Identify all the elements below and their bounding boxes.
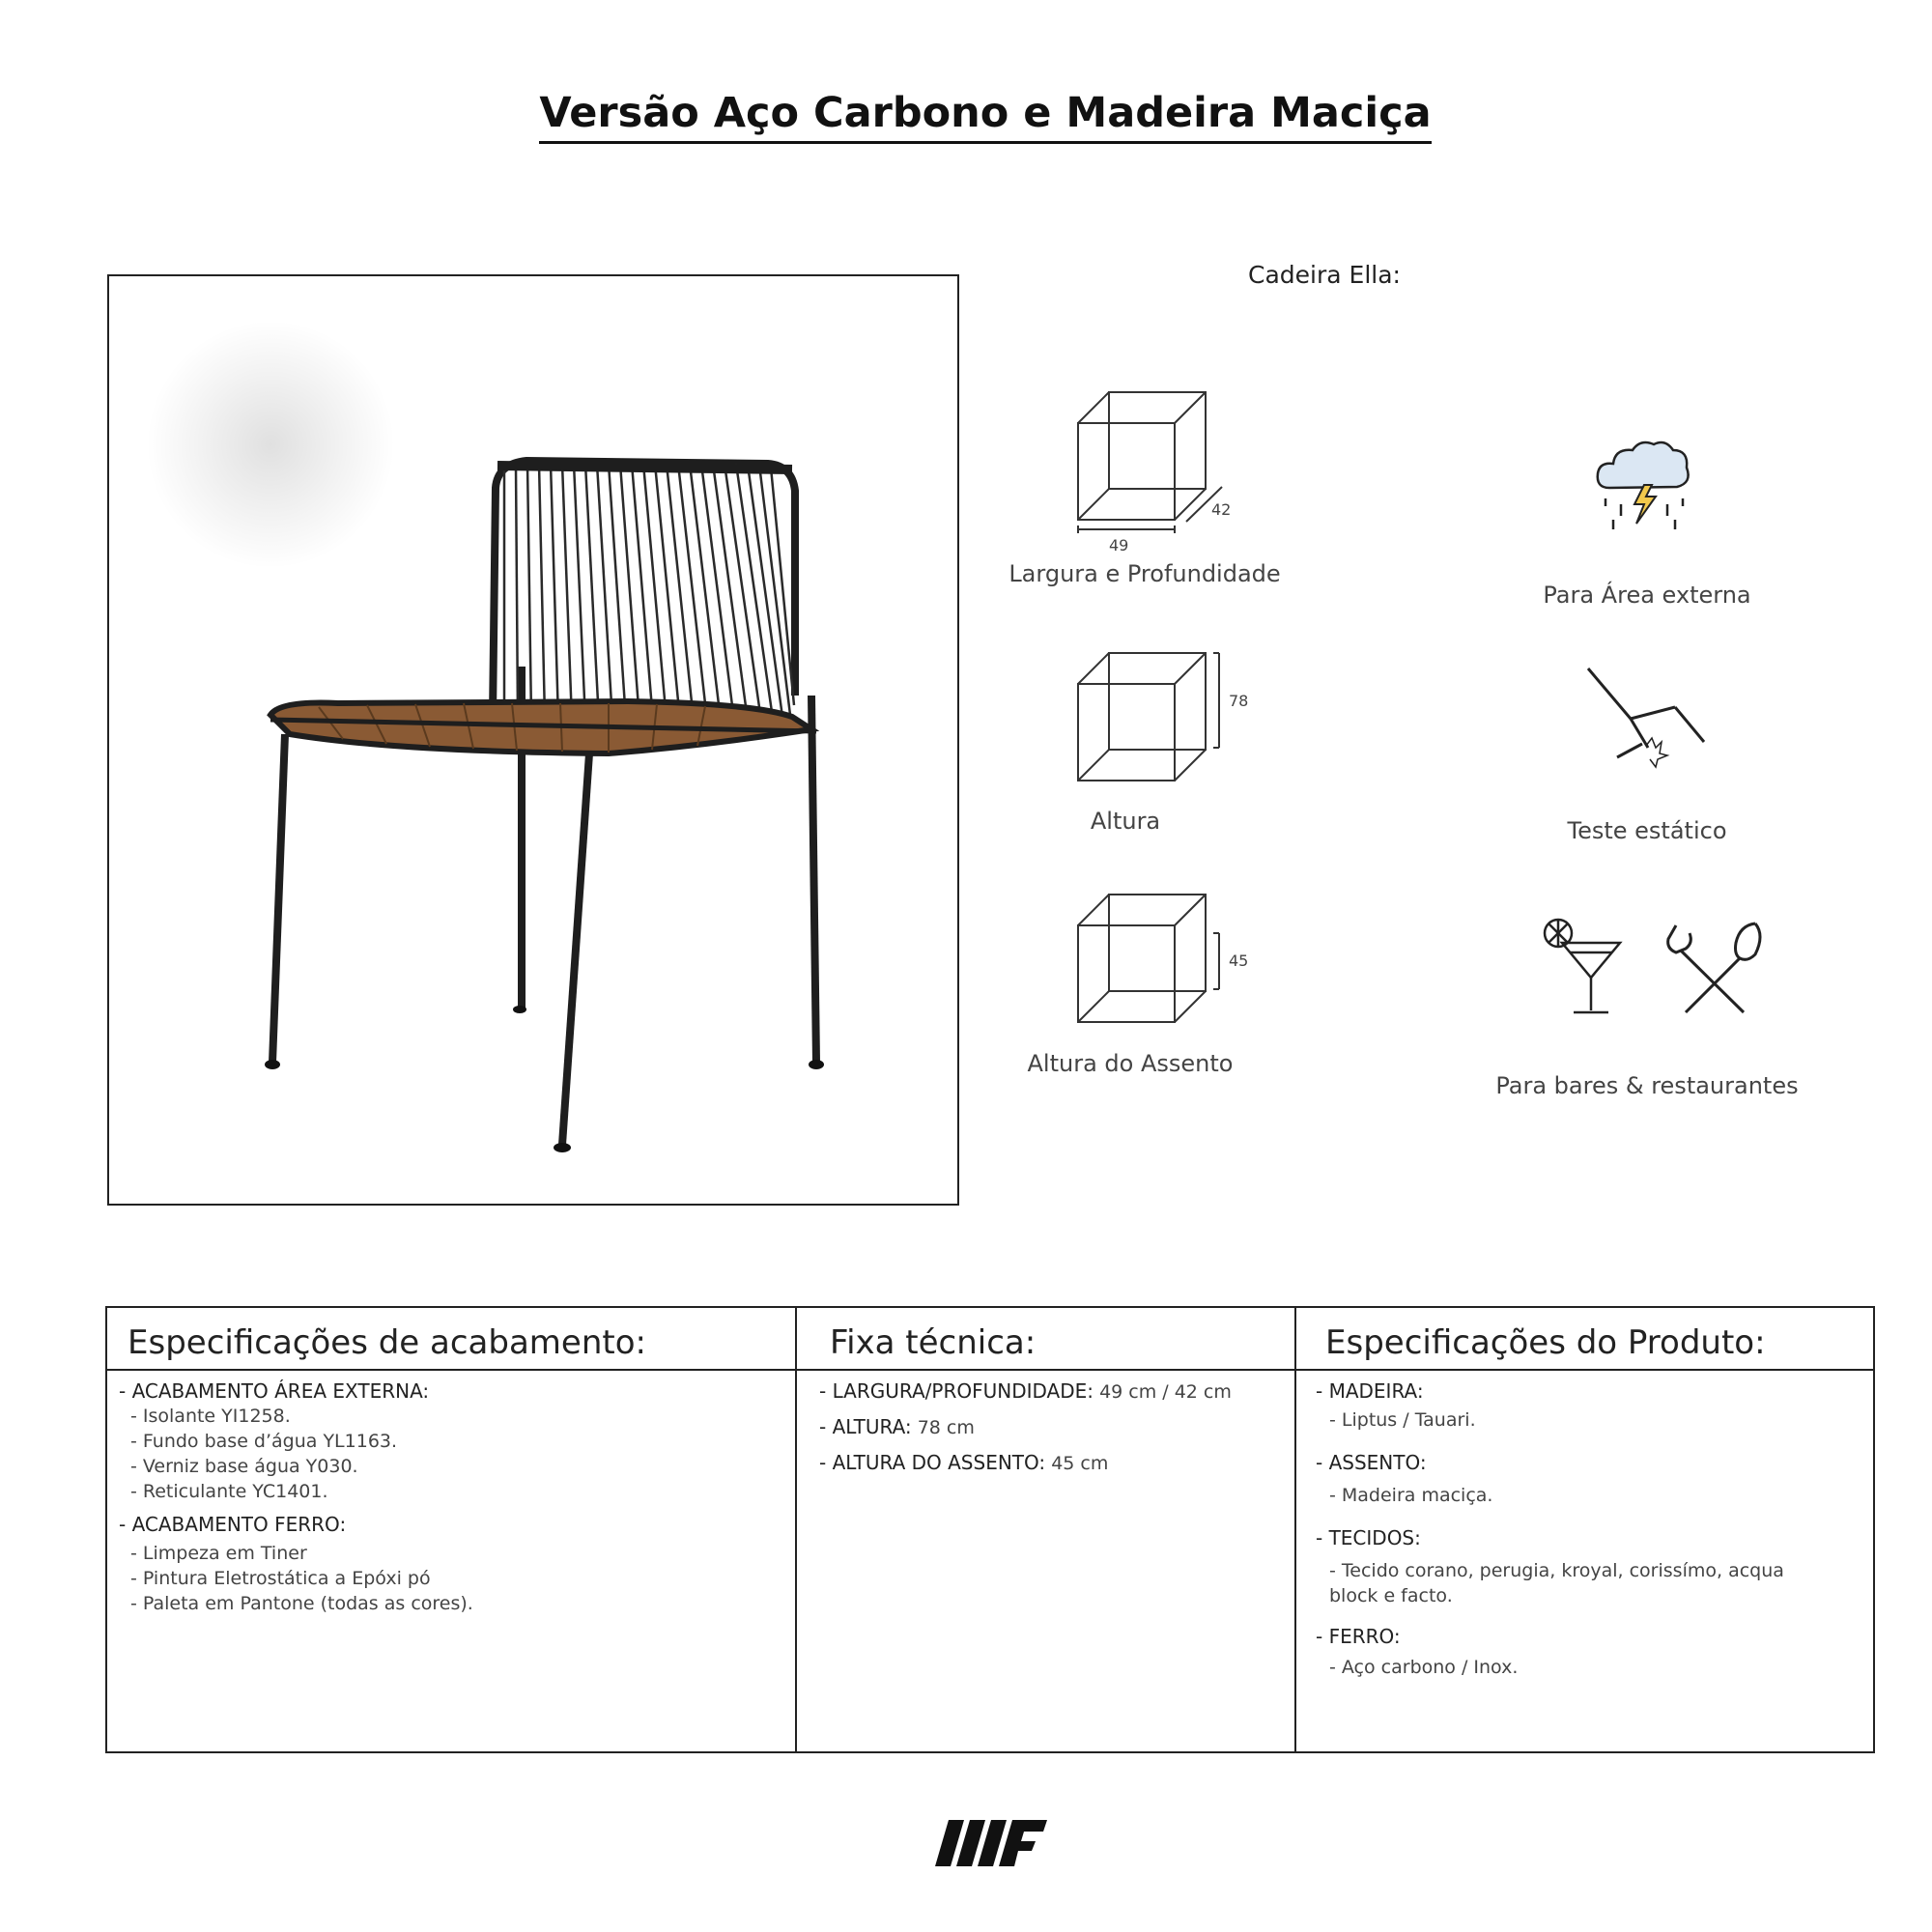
product-group-heading: - MADEIRA: <box>1316 1379 1424 1403</box>
chair-image <box>251 444 831 1169</box>
seat-height-value: 45 <box>1229 952 1249 970</box>
chair-backrest-top-rail <box>497 466 792 469</box>
finish-item: - Isolante YI1258. <box>130 1406 291 1427</box>
chair-back-leg-right <box>811 696 816 1063</box>
product-group-heading: - TECIDOS: <box>1316 1526 1421 1549</box>
seat-height-label: Altura do Assento <box>1027 1050 1234 1077</box>
product-item: - Aço carbono / Inox. <box>1329 1657 1519 1678</box>
depth-value: 42 <box>1211 500 1232 519</box>
finish-item: - Paleta em Pantone (todas as cores). <box>130 1593 473 1614</box>
width-depth-label: Largura e Profundidade <box>1009 560 1281 587</box>
brand-logo <box>935 1816 1051 1870</box>
chair-front-leg-left <box>272 734 285 1063</box>
storm-cloud-icon <box>1592 435 1698 541</box>
product-group-heading: - ASSENTO: <box>1316 1451 1427 1474</box>
finish-item: - Reticulante YC1401. <box>130 1481 328 1502</box>
technical-row-value: 78 cm <box>917 1417 975 1438</box>
static-test-label: Teste estático <box>1567 817 1727 844</box>
product-item: block e facto. <box>1329 1585 1453 1606</box>
product-specs <box>1316 1378 1866 1680</box>
chair-backrest-frame <box>493 461 795 717</box>
table-header-divider <box>105 1369 1875 1371</box>
finish-item: - Limpeza em Tiner <box>130 1543 307 1564</box>
chair-backrest-cords <box>504 464 794 721</box>
product-name: Cadeira Ella: <box>1248 261 1401 289</box>
height-label: Altura <box>1090 808 1161 835</box>
technical-row-label: - ALTURA DO ASSENTO: <box>819 1451 1046 1474</box>
finish-item: - Fundo base d’água YL1163. <box>130 1431 398 1452</box>
finish-group-heading: - ACABAMENTO ÁREA EXTERNA: <box>119 1379 430 1403</box>
product-group-heading: - FERRO: <box>1316 1625 1401 1648</box>
width-depth-cube-icon <box>1072 386 1256 551</box>
height-value: 78 <box>1229 692 1249 710</box>
chair-foot <box>513 1006 526 1013</box>
technical-row <box>819 1414 1288 1440</box>
finish-specs <box>119 1378 785 1616</box>
technical-row <box>819 1378 1288 1405</box>
width-value: 49 <box>1109 536 1129 554</box>
chair-foot <box>265 1060 280 1069</box>
technical-row-label: - ALTURA: <box>819 1415 912 1438</box>
cocktail-cutlery-icon <box>1541 916 1763 1022</box>
technical-header: Fixa técnica: <box>830 1323 1037 1362</box>
chair-foot <box>554 1143 571 1152</box>
finish-item: - Verniz base água Y030. <box>130 1456 358 1477</box>
technical-row-label: - LARGURA/PROFUNDIDADE: <box>819 1379 1094 1403</box>
page-title <box>0 89 1932 137</box>
table-column-divider <box>795 1306 797 1753</box>
chair-test-icon <box>1584 665 1710 771</box>
technical-row-value: 45 cm <box>1051 1453 1109 1474</box>
table-column-divider <box>1294 1306 1296 1753</box>
chair-foot <box>809 1060 824 1069</box>
chair-front-leg-right <box>562 753 589 1145</box>
seat-height-cube-icon <box>1072 889 1236 1034</box>
bars-label: Para bares & restaurantes <box>1495 1072 1799 1099</box>
technical-row-value: 49 cm / 42 cm <box>1099 1381 1232 1403</box>
product-item: - Madeira maciça. <box>1329 1485 1493 1506</box>
technical-row <box>819 1450 1288 1476</box>
technical-specs <box>819 1378 1288 1476</box>
product-header: Especificações do Produto: <box>1325 1323 1766 1362</box>
product-item: - Liptus / Tauari. <box>1329 1409 1476 1431</box>
outdoor-label: Para Área externa <box>1543 582 1751 609</box>
finish-header: Especificações de acabamento: <box>128 1323 646 1362</box>
finish-item: - Pintura Eletrostática a Epóxi pó <box>130 1568 431 1589</box>
finish-group-heading: - ACABAMENTO FERRO: <box>119 1513 347 1536</box>
product-item: - Tecido corano, perugia, kroyal, corissímo, acqua <box>1329 1560 1784 1581</box>
page-title-text: Versão Aço Carbono e Madeira Maciça <box>539 89 1431 144</box>
height-cube-icon <box>1072 647 1236 792</box>
